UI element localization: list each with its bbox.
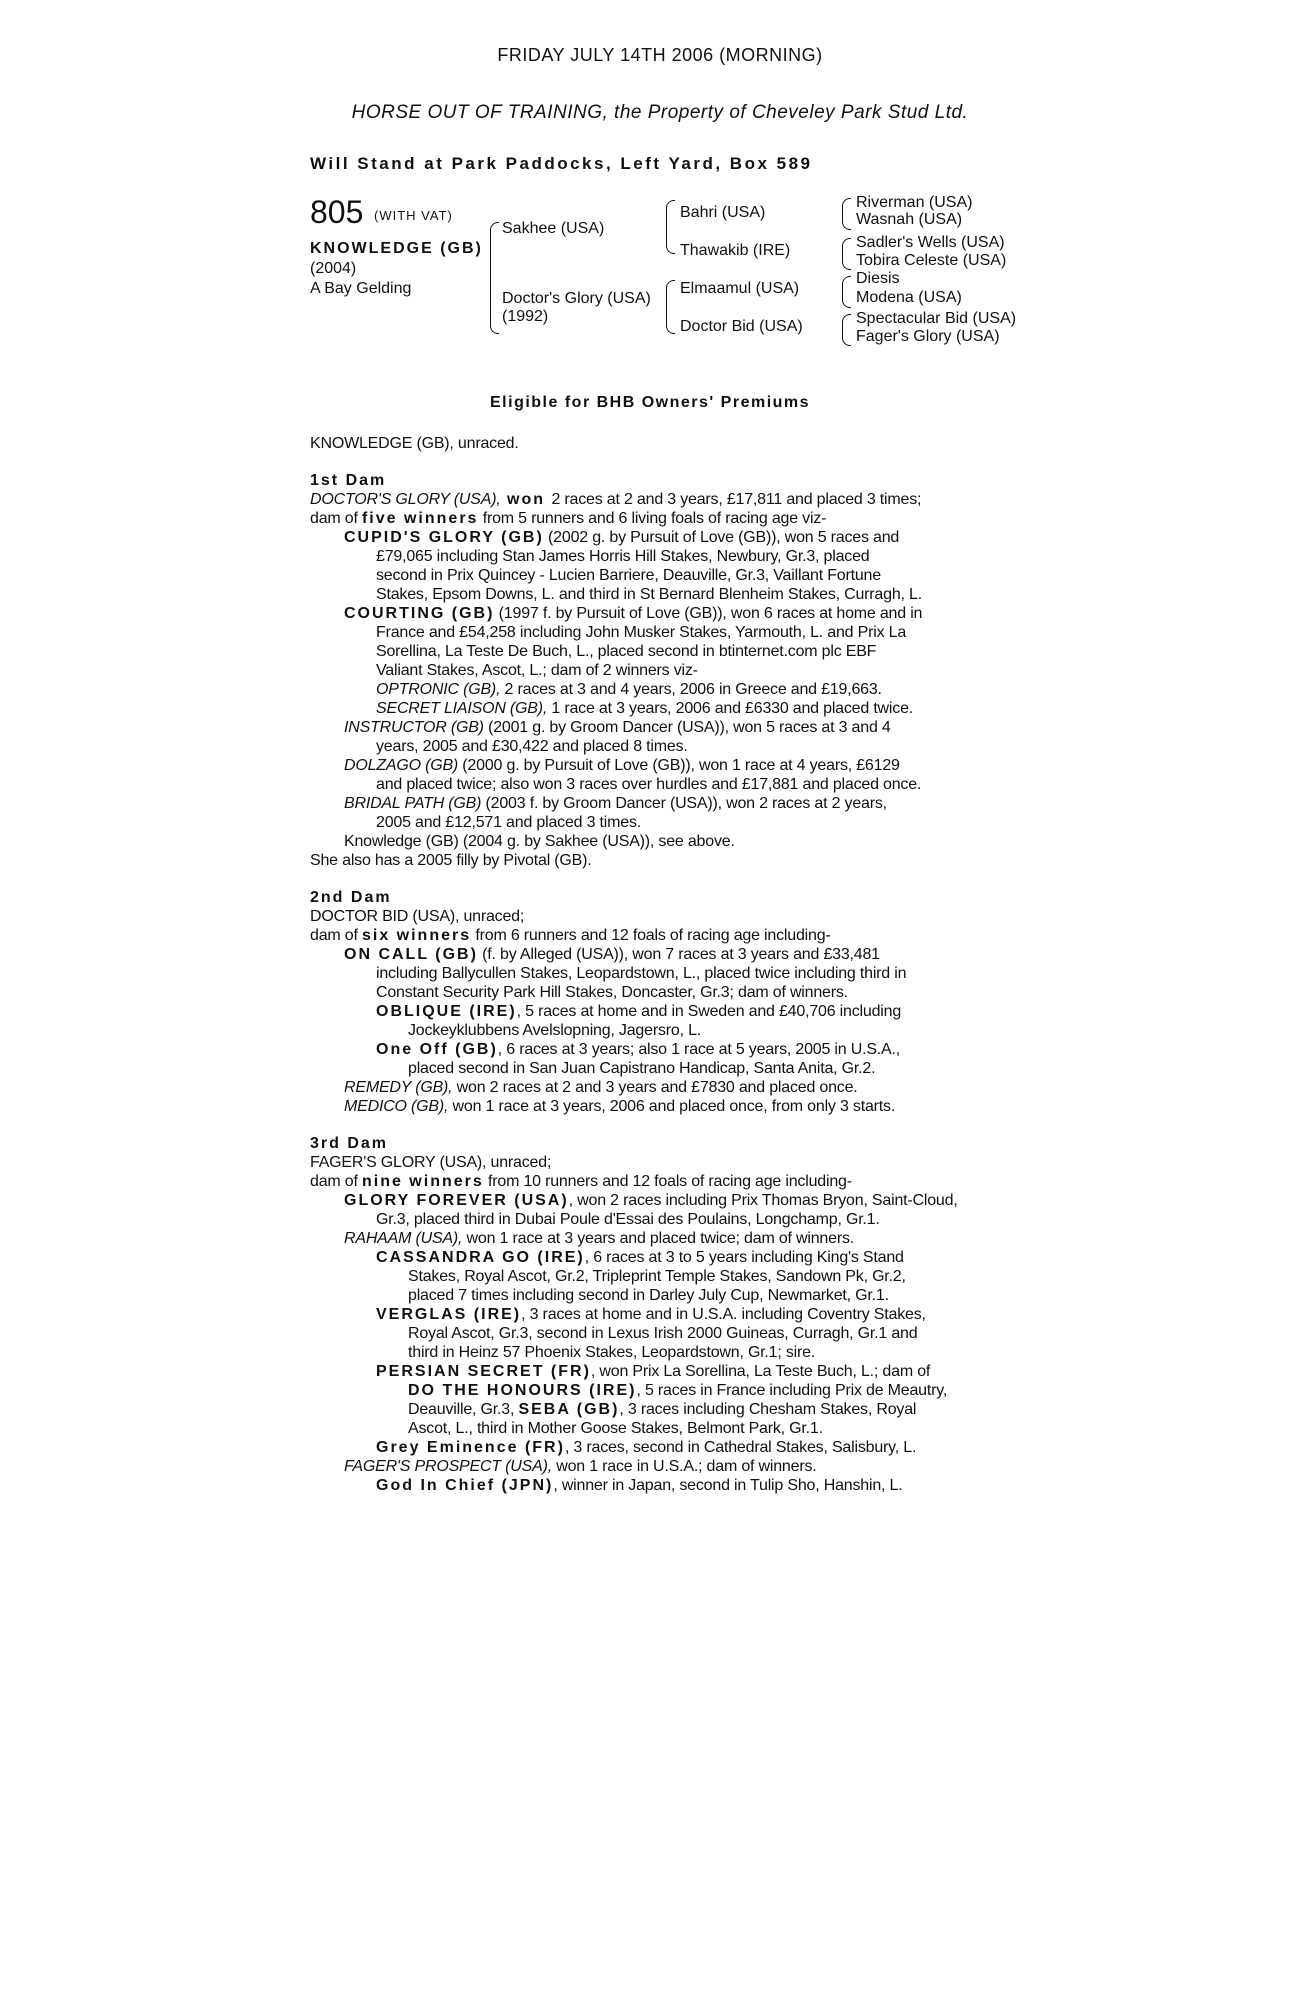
produce-line: Constant Security Park Hill Stakes, Doncaster, Gr.3; dam of winners. [376,984,848,1001]
pedigree-dam: Doctor's Glory (USA) [502,290,651,307]
grand-produce-line [310,680,1010,699]
produce-record: , 3 races including Chesham Stakes, Royal [619,1401,917,1418]
grand-produce-line [310,1305,1010,1324]
produce-line: Stakes, Royal Ascot, Gr.2, Tripleprint Temple Stakes, Sandown Pk, Gr.2, [408,1268,906,1285]
dam-note: She also has a 2005 filly by Pivotal (GB). [310,852,592,869]
winners-count: five winners [361,510,479,527]
pedigree-brace-g78 [842,314,851,346]
second-dam-line: DOCTOR BID (USA), unraced; [310,908,525,925]
won-label: won [500,491,552,508]
produce-name: DOLZAGO (GB) [344,757,459,774]
produce-name: COURTING (GB) [344,605,495,622]
produce-record: , 3 races, second in Cathedral Stakes, Salisbury, L. [564,1439,917,1456]
produce-name: FAGER'S PROSPECT (USA), [344,1458,552,1475]
grand-produce-line [310,1362,1010,1381]
pedigree-dam-dam: Doctor Bid (USA) [680,318,803,335]
first-dam-summary [310,509,1010,528]
produce-name: SECRET LIAISON (GB), [376,700,548,717]
pedigree-g6: Modena (USA) [856,289,962,306]
sale-date: FRIDAY JULY 14TH 2006 (MORNING) [497,45,823,65]
produce-name: PERSIAN SECRET (FR) [376,1363,591,1380]
produce-line [310,1191,1010,1210]
pedigree-brace-g34 [842,238,851,270]
dam-of-label: dam of [310,1173,362,1190]
grand-produce-line [310,1040,1010,1059]
first-dam-heading: 1st Dam [310,472,387,489]
eligibility-note: Eligible for BHB Owners' Premiums [490,394,811,411]
pedigree-brace-sire [666,200,675,254]
produce-record: , 5 races in France including Prix de Meautry, [636,1382,948,1399]
produce-line: Gr.3, placed third in Dubai Poule d'Essai des Poulains, Longchamp, Gr.1. [376,1211,880,1228]
produce-record: , won Prix La Sorellina, La Teste Buch, L.; dam of [590,1363,931,1380]
intro-line: KNOWLEDGE (GB), unraced. [310,435,519,452]
produce-name: SEBA (GB) [518,1401,620,1418]
second-dam-summary [310,926,1010,945]
produce-name: REMEDY (GB), [344,1079,453,1096]
produce-name: BRIDAL PATH (GB) [344,795,482,812]
first-dam-line [310,490,1010,509]
pedigree-g4: Tobira Celeste (USA) [856,252,1007,269]
produce-name: VERGLAS (IRE) [376,1306,522,1323]
second-dam-heading: 2nd Dam [310,889,392,906]
produce-line [310,718,1010,737]
produce-record: won 1 race in U.S.A.; dam of winners. [551,1458,817,1475]
produce-line [310,528,1010,547]
pedigree-sire-dam: Thawakib (IRE) [680,242,791,259]
produce-record: 2 races at 3 and 4 years, 2006 in Greece and £19,663. [500,681,882,698]
produce-line: Stakes, Epsom Downs, L. and third in St Bernard Blenheim Stakes, Curragh, L. [376,586,922,603]
produce-name: MEDICO (GB), [344,1098,449,1115]
produce-line [310,945,1010,964]
produce-line: Royal Ascot, Gr.3, second in Lexus Irish 2000 Guineas, Curragh, Gr.1 and [408,1325,918,1342]
produce-line [310,756,1010,775]
produce-line: placed 7 times including second in Darley July Cup, Newmarket, Gr.1. [408,1287,889,1304]
produce-record: , 6 races at 3 to 5 years including King's Stand [584,1249,904,1266]
pedigree-brace-g56 [842,276,851,308]
runners-text: from 5 runners and 6 living foals of racing age viz- [478,510,827,527]
produce-record: (2001 g. by Groom Dancer (USA)), won 5 races at 3 and 4 [483,719,891,736]
produce-line: France and £54,258 including John Musker Stakes, Yarmouth, L. and Prix La [376,624,907,641]
produce-name: OPTRONIC (GB), [376,681,501,698]
produce-name: ON CALL (GB) [344,946,478,963]
produce-line: third in Heinz 57 Phoenix Stakes, Leopardstown, Gr.1; sire. [408,1344,816,1361]
produce-line: Valiant Stakes, Ascot, L.; dam of 2 winners viz- [376,662,698,679]
first-dam-record: 2 races at 2 and 3 years, £17,811 and placed 3 times; [551,491,922,508]
produce-name: GLORY FOREVER (USA) [344,1192,569,1209]
produce-line: placed second in San Juan Capistrano Handicap, Santa Anita, Gr.2. [408,1060,876,1077]
produce-name: Grey Eminence (FR) [376,1439,565,1456]
produce-record: , 3 races at home and in U.S.A. including Coventry Stakes, [521,1306,926,1323]
winners-count: nine winners [361,1173,484,1190]
runners-text: from 6 runners and 12 foals of racing age including- [471,927,831,944]
produce-line: years, 2005 and £30,422 and placed 8 times. [376,738,688,755]
produce-record: Deauville, Gr.3, [408,1401,519,1418]
produce-line [310,1229,1010,1248]
produce-line: Sorellina, La Teste De Buch, L., placed second in btinternet.com plc EBF [376,643,877,660]
lot-number: 805 [310,194,364,230]
third-dam-summary [310,1172,1010,1191]
produce-record: won 2 races at 2 and 3 years and £7830 and placed once. [452,1079,858,1096]
produce-name: OBLIQUE (IRE) [376,1003,517,1020]
produce-name: DO THE HONOURS (IRE) [408,1382,637,1399]
produce-line: Jockeyklubbens Avelslopning, Jagersro, L. [408,1022,702,1039]
produce-record: (2003 f. by Groom Dancer (USA)), won 2 races at 2 years, [481,795,887,812]
produce-line [310,1078,1010,1097]
produce-line [310,1381,1010,1400]
horse-name: KNOWLEDGE (GB) [310,240,483,257]
produce-record: won 1 race at 3 years and placed twice; dam of winners. [462,1230,854,1247]
horse-description: A Bay Gelding [310,280,412,297]
produce-line: 2005 and £12,571 and placed 3 times. [376,814,642,831]
produce-line: and placed twice; also won 3 races over hurdles and £17,881 and placed once. [376,776,922,793]
produce-record: , winner in Japan, second in Tulip Sho, Hanshin, L. [553,1477,903,1494]
first-dam-name: DOCTOR'S GLORY (USA), [310,491,501,508]
produce-line: £79,065 including Stan James Horris Hill Stakes, Newbury, Gr.3, placed [376,548,870,565]
produce-line [310,604,1010,623]
produce-name: God In Chief (JPN) [376,1477,554,1494]
produce-record: , 6 races at 3 years; also 1 race at 5 years, 2005 in U.S.A., [497,1041,900,1058]
produce-name: CUPID'S GLORY (GB) [344,529,544,546]
pedigree-sire: Sakhee (USA) [502,220,605,237]
produce-line [310,794,1010,813]
grand-produce-line [310,1248,1010,1267]
pedigree-brace-g12 [842,198,851,230]
horse-year: (2004) [310,260,357,277]
produce-line: Knowledge (GB) (2004 g. by Sakhee (USA)), see above. [344,833,735,850]
grand-produce-line [310,1476,1010,1495]
produce-record: (2000 g. by Pursuit of Love (GB)), won 1 race at 4 years, £6129 [458,757,900,774]
produce-line: second in Prix Quincey - Lucien Barriere, Deauville, Gr.3, Vaillant Fortune [376,567,881,584]
produce-line: Ascot, L., third in Mother Goose Stakes, Belmont Park, Gr.1. [408,1420,823,1437]
grand-produce-line [310,1438,1010,1457]
produce-record: , won 2 races including Prix Thomas Bryon, Saint-Cloud, [568,1192,958,1209]
pedigree-g3: Sadler's Wells (USA) [856,234,1005,251]
produce-name: RAHAAM (USA), [344,1230,463,1247]
produce-record: 1 race at 3 years, 2006 and £6330 and placed twice. [547,700,914,717]
produce-record: (f. by Alleged (USA)), won 7 races at 3 years and £33,481 [477,946,880,963]
produce-name: INSTRUCTOR (GB) [344,719,484,736]
produce-line [310,1097,1010,1116]
third-dam-line: FAGER'S GLORY (USA), unraced; [310,1154,552,1171]
vat-note: (WITH VAT) [374,208,453,223]
pedigree-dam-sire: Elmaamul (USA) [680,280,800,297]
produce-record [310,434,1010,1495]
produce-record: won 1 race at 3 years, 2006 and placed once, from only 3 starts. [448,1098,896,1115]
third-dam-heading: 3rd Dam [310,1135,389,1152]
produce-line: including Ballycullen Stakes, Leopardstown, L., placed twice including third in [376,965,907,982]
produce-record: (1997 f. by Pursuit of Love (GB)), won 6 races at home and in [494,605,923,622]
property-line: HORSE OUT OF TRAINING, the Property of Cheveley Park Stud Ltd. [351,102,969,123]
pedigree-brace-dam [666,280,675,334]
winners-count: six winners [361,927,472,944]
dam-of-label: dam of [310,927,362,944]
runners-text: from 10 runners and 12 foals of racing age including- [483,1173,852,1190]
produce-name: CASSANDRA GO (IRE) [376,1249,585,1266]
pedigree-dam-year: (1992) [502,308,549,325]
dam-of-label: dam of [310,510,362,527]
pedigree-g2: Wasnah (USA) [856,211,963,228]
pedigree-sire-sire: Bahri (USA) [680,204,766,221]
stand-location: Will Stand at Park Paddocks, Left Yard, Box 589 [310,154,813,173]
pedigree-brace-main [490,222,499,334]
grand-produce-line [310,699,1010,718]
pedigree-g8: Fager's Glory (USA) [856,328,1000,345]
produce-record: (2002 g. by Pursuit of Love (GB)), won 5 races and [543,529,900,546]
produce-name: One Off (GB) [376,1041,498,1058]
pedigree-g5: Diesis [856,270,900,287]
pedigree-g1: Riverman (USA) [856,194,973,211]
grand-produce-line [310,1002,1010,1021]
produce-record: , 5 races at home and in Sweden and £40,706 including [516,1003,902,1020]
produce-line [310,1457,1010,1476]
produce-line [310,1400,1010,1419]
pedigree-g7: Spectacular Bid (USA) [856,310,1017,327]
